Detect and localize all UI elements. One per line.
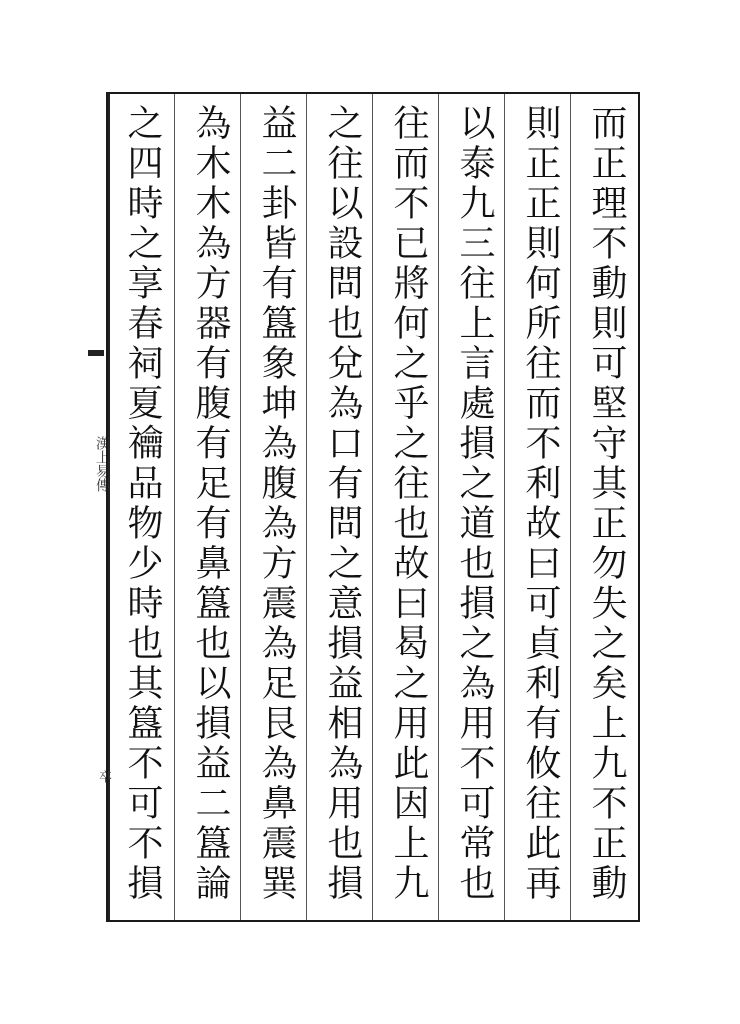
text-column-8: 之四時之享春祠夏禴品物少時也其簋不可不損 (122, 104, 163, 904)
fish-tail-mark (88, 350, 104, 356)
text-column-6: 益二卦皆有簋象坤為腹為方震為足艮為鼻震巽 (256, 104, 297, 904)
column-rule (174, 94, 175, 920)
text-frame (106, 92, 640, 922)
text-column-5: 之往以設問也兌為口有問之意損益相為用也損 (322, 104, 363, 904)
book-title: 漢上易傳 (94, 436, 110, 492)
text-column-3: 以泰九三往上言處損之道也損之為用不可常也 (454, 104, 495, 904)
page-mark: 卒 (96, 770, 111, 783)
text-column-2: 則正正則何所往而不利故曰可貞利有攸往此再 (520, 104, 561, 904)
text-column-1: 而正理不動則可堅守其正勿失之矣上九不正動 (586, 104, 627, 904)
text-column-4: 往而不已將何之乎之往也故曰曷之用此因上九 (388, 104, 429, 904)
text-column-7: 為木木為方器有腹有足有鼻簋也以損益二簋論 (190, 104, 231, 904)
